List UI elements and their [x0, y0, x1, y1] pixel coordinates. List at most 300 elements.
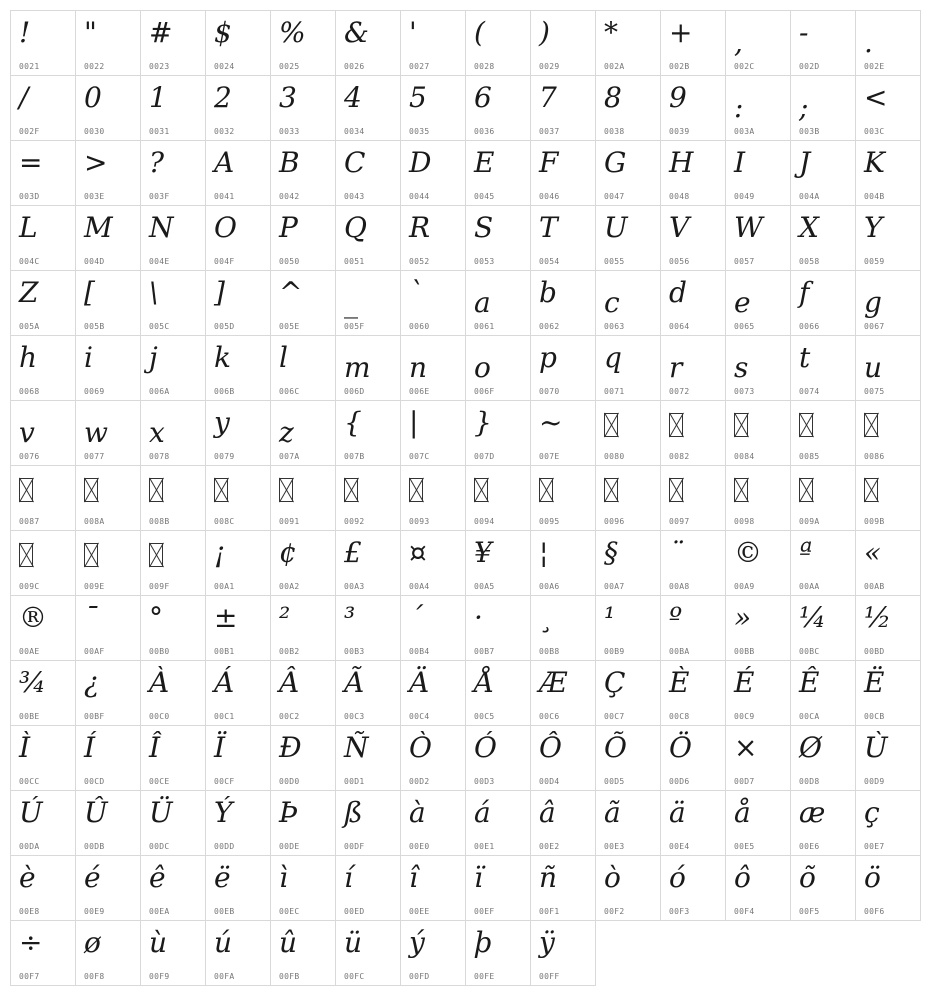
glyph-char: ¿: [84, 666, 100, 699]
missing-glyph-icon: [864, 413, 878, 437]
glyph-cell: [530, 920, 596, 986]
glyph-cell: [530, 790, 596, 856]
glyph-cell: [660, 660, 726, 726]
glyph-cell: [335, 660, 401, 726]
glyph-codepoint: 003F: [149, 192, 170, 201]
glyph-codepoint: 00FE: [474, 972, 495, 981]
glyph-codepoint: 0062: [539, 322, 560, 331]
glyph-cell: [855, 855, 921, 921]
glyph-codepoint: 00ED: [344, 907, 365, 916]
glyph-cell: [400, 335, 466, 401]
glyph-codepoint: 0024: [214, 62, 235, 71]
glyph-char: Õ: [604, 731, 627, 764]
glyph-codepoint: 00AA: [799, 582, 820, 591]
glyph-cell: [465, 725, 531, 791]
glyph-cell: [270, 790, 336, 856]
glyph-codepoint: 00B7: [474, 647, 495, 656]
glyph-codepoint: 00CF: [214, 777, 235, 786]
glyph-cell: [140, 660, 206, 726]
glyph-char: h: [19, 341, 38, 374]
glyph-char: ë: [214, 861, 231, 894]
glyph-codepoint: 00C3: [344, 712, 365, 721]
glyph-codepoint: 0086: [864, 452, 885, 461]
glyph-codepoint: 00E1: [474, 842, 495, 851]
glyph-cell: [140, 530, 206, 596]
glyph-cell: [400, 205, 466, 271]
glyph-grid: [10, 10, 921, 985]
glyph-cell: [140, 465, 206, 531]
glyph-char: ?: [149, 146, 165, 179]
glyph-cell: [75, 465, 141, 531]
glyph-char: 9: [669, 81, 687, 114]
glyph-codepoint: 0049: [734, 192, 755, 201]
glyph-char: î: [409, 861, 418, 894]
glyph-char: ö: [864, 861, 881, 894]
glyph-cell: [595, 595, 661, 661]
glyph-char: K: [864, 146, 885, 179]
glyph-char: Í: [84, 731, 96, 764]
glyph-codepoint: 0095: [539, 517, 560, 526]
glyph-codepoint: 0054: [539, 257, 560, 266]
glyph-codepoint: 00E2: [539, 842, 560, 851]
glyph-char: S: [474, 211, 494, 244]
glyph-cell: [10, 75, 76, 141]
glyph-codepoint: 007E: [539, 452, 560, 461]
glyph-char: r: [669, 351, 683, 384]
missing-glyph-icon: [409, 478, 423, 502]
glyph-cell: [465, 205, 531, 271]
glyph-codepoint: 0073: [734, 387, 755, 396]
glyph-cell: [855, 595, 921, 661]
glyph-cell: [660, 855, 726, 921]
glyph-codepoint: 00BB: [734, 647, 755, 656]
glyph-char: ø: [84, 926, 101, 959]
glyph-cell: [790, 75, 856, 141]
glyph-char: G: [604, 146, 627, 179]
glyph-cell: [530, 660, 596, 726]
glyph-codepoint: 0082: [669, 452, 690, 461]
glyph-char: I: [734, 146, 746, 179]
glyph-cell: [855, 465, 921, 531]
glyph-codepoint: 00F6: [864, 907, 885, 916]
glyph-codepoint: 0043: [344, 192, 365, 201]
glyph-char: å: [734, 796, 751, 829]
glyph-codepoint: 00E8: [19, 907, 40, 916]
glyph-codepoint: 00AB: [864, 582, 885, 591]
glyph-cell: [530, 465, 596, 531]
glyph-codepoint: 00BE: [19, 712, 40, 721]
missing-glyph-icon: [539, 478, 553, 502]
missing-glyph-icon: [344, 478, 358, 502]
glyph-codepoint: 0023: [149, 62, 170, 71]
glyph-char: %: [279, 16, 306, 49]
glyph-codepoint: 006B: [214, 387, 235, 396]
glyph-cell: [790, 595, 856, 661]
glyph-codepoint: 00A7: [604, 582, 625, 591]
glyph-codepoint: 0041: [214, 192, 235, 201]
glyph-cell: [790, 790, 856, 856]
glyph-cell: [725, 660, 791, 726]
glyph-cell: [205, 335, 271, 401]
glyph-codepoint: 00D9: [864, 777, 885, 786]
glyph-cell: [725, 400, 791, 466]
glyph-codepoint: 00E4: [669, 842, 690, 851]
glyph-cell: [205, 855, 271, 921]
glyph-char: ù: [149, 926, 168, 959]
glyph-char: &: [344, 16, 369, 49]
glyph-codepoint: 009C: [19, 582, 40, 591]
glyph-codepoint: 009B: [864, 517, 885, 526]
glyph-codepoint: 00FA: [214, 972, 235, 981]
glyph-char: t: [799, 341, 811, 374]
glyph-codepoint: 008B: [149, 517, 170, 526]
glyph-cell: [140, 140, 206, 206]
glyph-char: ×: [734, 731, 758, 764]
glyph-codepoint: 008A: [84, 517, 105, 526]
glyph-codepoint: 00A1: [214, 582, 235, 591]
glyph-codepoint: 0052: [409, 257, 430, 266]
glyph-codepoint: 00DE: [279, 842, 300, 851]
glyph-cell: [530, 10, 596, 76]
glyph-cell: [530, 855, 596, 921]
glyph-cell: [465, 595, 531, 661]
glyph-char: ¼: [799, 601, 827, 634]
glyph-char: ¢: [279, 536, 297, 569]
glyph-cell: [75, 205, 141, 271]
glyph-codepoint: 00EE: [409, 907, 430, 916]
glyph-char: ü: [344, 926, 363, 959]
glyph-codepoint: 0030: [84, 127, 105, 136]
glyph-codepoint: 00E7: [864, 842, 885, 851]
glyph-cell: [75, 790, 141, 856]
glyph-codepoint: 00DD: [214, 842, 235, 851]
glyph-char: v: [19, 416, 35, 449]
glyph-char: [: [84, 276, 95, 309]
glyph-cell: [400, 790, 466, 856]
glyph-cell: [400, 270, 466, 336]
glyph-char: ²: [279, 601, 291, 634]
glyph-char: ´: [409, 601, 423, 634]
glyph-cell: [75, 335, 141, 401]
glyph-cell: [205, 725, 271, 791]
glyph-cell: [790, 660, 856, 726]
glyph-char: à: [409, 796, 426, 829]
glyph-char: s: [734, 351, 749, 384]
glyph-cell: [465, 400, 531, 466]
glyph-codepoint: 00CD: [84, 777, 105, 786]
glyph-cell: [400, 400, 466, 466]
glyph-char: j: [149, 341, 158, 374]
glyph-cell: [205, 140, 271, 206]
glyph-char: 6: [474, 81, 492, 114]
glyph-codepoint: 0050: [279, 257, 300, 266]
glyph-cell: [75, 10, 141, 76]
glyph-cell: [465, 75, 531, 141]
glyph-codepoint: 00D5: [604, 777, 625, 786]
glyph-char: *: [604, 16, 618, 49]
glyph-cell: [140, 270, 206, 336]
glyph-char: d: [669, 276, 687, 309]
glyph-codepoint: 0093: [409, 517, 430, 526]
glyph-char: ¥: [474, 536, 492, 569]
glyph-codepoint: 00C7: [604, 712, 625, 721]
glyph-codepoint: 006A: [149, 387, 170, 396]
missing-glyph-icon: [149, 478, 163, 502]
glyph-cell: [660, 400, 726, 466]
glyph-cell: [660, 335, 726, 401]
glyph-codepoint: 003D: [19, 192, 40, 201]
glyph-char: Ú: [19, 796, 43, 829]
glyph-char: Ü: [149, 796, 173, 829]
glyph-cell: [660, 530, 726, 596]
glyph-cell: [140, 725, 206, 791]
glyph-codepoint: 0063: [604, 322, 625, 331]
glyph-cell: [75, 725, 141, 791]
glyph-char: g: [864, 286, 882, 319]
glyph-char: R: [409, 211, 431, 244]
glyph-cell: [595, 790, 661, 856]
glyph-char: °: [149, 601, 163, 634]
glyph-char: M: [84, 211, 113, 244]
glyph-codepoint: 0028: [474, 62, 495, 71]
glyph-char: ¤: [409, 536, 427, 569]
glyph-char: ±: [214, 601, 238, 634]
glyph-codepoint: 00B1: [214, 647, 235, 656]
glyph-char: $: [214, 16, 232, 49]
glyph-codepoint: 00BC: [799, 647, 820, 656]
glyph-codepoint: 0036: [474, 127, 495, 136]
glyph-codepoint: 004A: [799, 192, 820, 201]
glyph-cell: [595, 400, 661, 466]
glyph-cell: [855, 335, 921, 401]
glyph-codepoint: 0038: [604, 127, 625, 136]
glyph-codepoint: 00BF: [84, 712, 105, 721]
glyph-char: W: [734, 211, 763, 244]
glyph-cell: [10, 530, 76, 596]
glyph-cell: [10, 920, 76, 986]
glyph-cell: [335, 140, 401, 206]
glyph-codepoint: 00F9: [149, 972, 170, 981]
missing-glyph-icon: [84, 543, 98, 567]
glyph-codepoint: 00B0: [149, 647, 170, 656]
glyph-codepoint: 0092: [344, 517, 365, 526]
glyph-codepoint: 0079: [214, 452, 235, 461]
glyph-cell: [75, 530, 141, 596]
glyph-codepoint: 0064: [669, 322, 690, 331]
glyph-char: i: [84, 341, 93, 374]
glyph-char: ¯: [84, 601, 98, 634]
glyph-codepoint: 00F5: [799, 907, 820, 916]
glyph-codepoint: 00FB: [279, 972, 300, 981]
glyph-codepoint: 0096: [604, 517, 625, 526]
glyph-char: ä: [669, 796, 686, 829]
glyph-cell: [400, 530, 466, 596]
glyph-char: 2: [214, 81, 232, 114]
glyph-codepoint: 00A4: [409, 582, 430, 591]
glyph-cell: [465, 530, 531, 596]
glyph-cell: [530, 725, 596, 791]
glyph-codepoint: 0059: [864, 257, 885, 266]
glyph-cell: [660, 75, 726, 141]
glyph-codepoint: 00D4: [539, 777, 560, 786]
glyph-char: á: [474, 796, 491, 829]
glyph-char: ê: [149, 861, 166, 894]
glyph-codepoint: 00DC: [149, 842, 170, 851]
glyph-cell: [270, 335, 336, 401]
glyph-char: Ù: [864, 731, 888, 764]
glyph-codepoint: 0048: [669, 192, 690, 201]
glyph-cell: [595, 270, 661, 336]
glyph-cell: [465, 335, 531, 401]
glyph-cell: [855, 10, 921, 76]
glyph-char: Â: [279, 666, 300, 699]
glyph-char: ': [409, 16, 417, 49]
glyph-codepoint: 004B: [864, 192, 885, 201]
glyph-codepoint: 00E6: [799, 842, 820, 851]
glyph-codepoint: 005E: [279, 322, 300, 331]
glyph-char: 7: [539, 81, 557, 114]
glyph-codepoint: 00CA: [799, 712, 820, 721]
glyph-codepoint: 00A3: [344, 582, 365, 591]
glyph-char: Ë: [864, 666, 885, 699]
glyph-char: k: [214, 341, 231, 374]
glyph-cell: [595, 855, 661, 921]
glyph-char: ô: [734, 861, 751, 894]
glyph-codepoint: 005C: [149, 322, 170, 331]
glyph-char: ¨: [669, 536, 683, 569]
glyph-cell: [335, 595, 401, 661]
glyph-cell: [465, 140, 531, 206]
glyph-char: 4: [344, 81, 362, 114]
glyph-codepoint: 0098: [734, 517, 755, 526]
glyph-char: Ê: [799, 666, 820, 699]
glyph-cell: [140, 205, 206, 271]
glyph-cell: [595, 75, 661, 141]
glyph-codepoint: 0076: [19, 452, 40, 461]
glyph-codepoint: 005B: [84, 322, 105, 331]
glyph-cell: [790, 855, 856, 921]
glyph-char: ª: [799, 536, 813, 569]
glyph-char: D: [409, 146, 432, 179]
glyph-cell: [270, 10, 336, 76]
glyph-char: N: [149, 211, 174, 244]
glyph-codepoint: 009E: [84, 582, 105, 591]
glyph-codepoint: 0055: [604, 257, 625, 266]
glyph-codepoint: 00D7: [734, 777, 755, 786]
glyph-codepoint: 003A: [734, 127, 755, 136]
glyph-codepoint: 00E5: [734, 842, 755, 851]
glyph-cell: [595, 725, 661, 791]
glyph-cell: [10, 335, 76, 401]
glyph-codepoint: 00C2: [279, 712, 300, 721]
glyph-char: =: [19, 146, 43, 179]
glyph-char: ": [84, 16, 97, 49]
glyph-cell: [530, 335, 596, 401]
glyph-cell: [335, 75, 401, 141]
missing-glyph-icon: [864, 478, 878, 502]
glyph-cell: [10, 595, 76, 661]
glyph-codepoint: 00C5: [474, 712, 495, 721]
glyph-cell: [400, 595, 466, 661]
glyph-char: ;: [799, 91, 809, 124]
glyph-cell: [790, 140, 856, 206]
glyph-cell: [595, 140, 661, 206]
glyph-cell: [10, 205, 76, 271]
glyph-codepoint: 00DA: [19, 842, 40, 851]
glyph-cell: [10, 400, 76, 466]
glyph-cell: [335, 855, 401, 921]
glyph-char: ¹: [604, 601, 616, 634]
glyph-char: ~: [539, 406, 563, 439]
glyph-cell: [725, 530, 791, 596]
glyph-char: è: [19, 861, 36, 894]
glyph-char: m: [344, 351, 371, 384]
glyph-cell: [790, 465, 856, 531]
missing-glyph-icon: [279, 478, 293, 502]
glyph-codepoint: 002D: [799, 62, 820, 71]
glyph-cell: [400, 140, 466, 206]
glyph-cell: [205, 530, 271, 596]
glyph-codepoint: 002C: [734, 62, 755, 71]
glyph-codepoint: 0058: [799, 257, 820, 266]
glyph-codepoint: 0035: [409, 127, 430, 136]
glyph-cell: [790, 10, 856, 76]
glyph-cell: [10, 660, 76, 726]
glyph-char: ®: [19, 601, 47, 634]
glyph-char: {: [344, 406, 362, 439]
glyph-char: e: [734, 286, 751, 319]
glyph-codepoint: 00C0: [149, 712, 170, 721]
glyph-char: Ç: [604, 666, 626, 699]
glyph-codepoint: 0021: [19, 62, 40, 71]
glyph-codepoint: 00DB: [84, 842, 105, 851]
glyph-cell: [10, 725, 76, 791]
glyph-cell: [205, 205, 271, 271]
glyph-char: û: [279, 926, 298, 959]
glyph-codepoint: 006E: [409, 387, 430, 396]
glyph-cell: [855, 660, 921, 726]
glyph-codepoint: 0026: [344, 62, 365, 71]
glyph-codepoint: 002F: [19, 127, 40, 136]
glyph-cell: [270, 660, 336, 726]
glyph-cell: [140, 10, 206, 76]
glyph-codepoint: 00E3: [604, 842, 625, 851]
glyph-char: _: [344, 286, 358, 319]
glyph-cell: [75, 595, 141, 661]
glyph-cell: [595, 530, 661, 596]
glyph-char: ,: [734, 26, 743, 59]
glyph-char: Î: [149, 731, 161, 764]
glyph-cell: [10, 270, 76, 336]
glyph-codepoint: 00FD: [409, 972, 430, 981]
glyph-char: é: [84, 861, 101, 894]
glyph-char: p: [539, 341, 557, 374]
glyph-cell: [400, 725, 466, 791]
glyph-cell: [660, 205, 726, 271]
glyph-cell: [660, 790, 726, 856]
glyph-codepoint: 00C9: [734, 712, 755, 721]
glyph-char: b: [539, 276, 557, 309]
glyph-cell: [335, 920, 401, 986]
glyph-cell: [140, 855, 206, 921]
glyph-codepoint: 005F: [344, 322, 365, 331]
glyph-codepoint: 008C: [214, 517, 235, 526]
glyph-codepoint: 00AF: [84, 647, 105, 656]
glyph-codepoint: 007A: [279, 452, 300, 461]
glyph-codepoint: 004D: [84, 257, 105, 266]
glyph-char: £: [344, 536, 362, 569]
glyph-char: Ý: [214, 796, 233, 829]
